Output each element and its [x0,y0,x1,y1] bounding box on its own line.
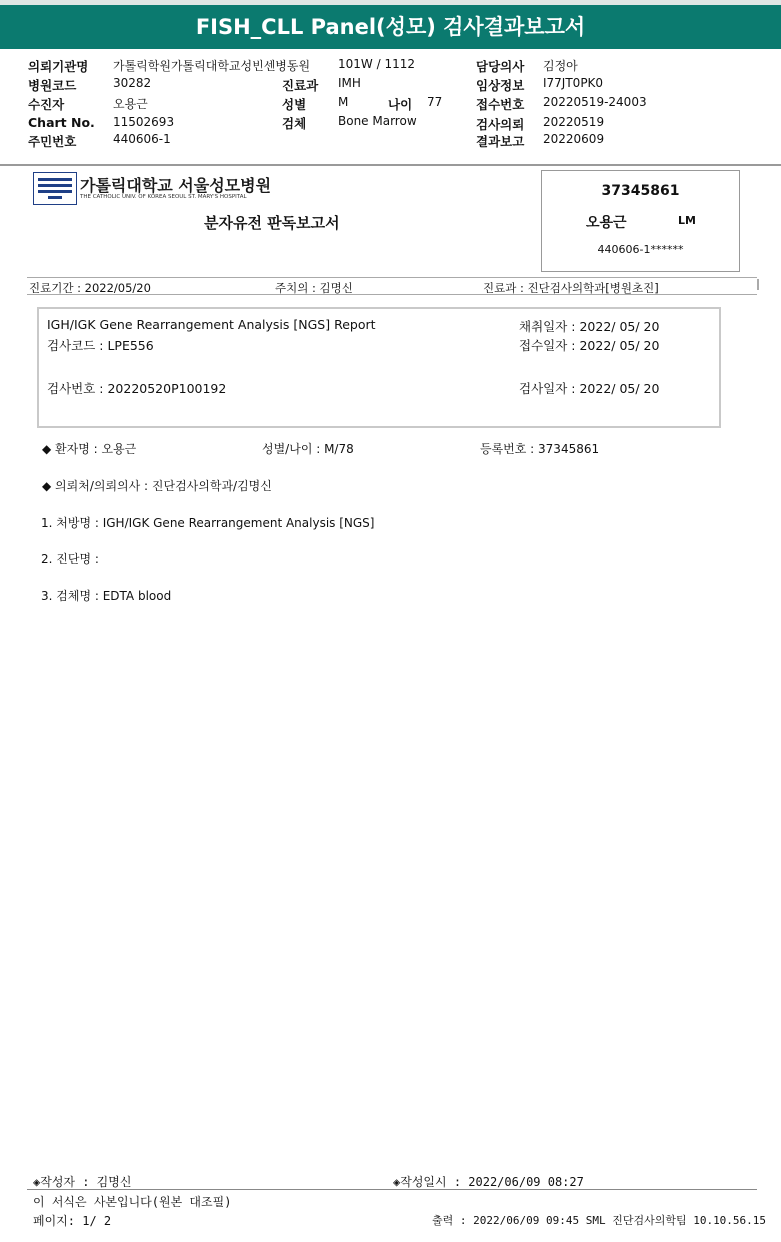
test-req-label: 검사의뢰 [476,117,525,132]
chart-value: 11502693 [113,115,175,129]
result-label: 결과보고 [476,134,525,149]
visit-line-end [757,279,759,290]
id-rrn: 440606-1****** [597,243,684,256]
visit-physician: 주치의 : 김명신 [275,281,353,295]
receipt-value: 20220519-24003 [543,95,647,109]
sex-label: 성별 [282,97,307,112]
id-code: LM [678,214,696,227]
requester-value: 가톨릭학원가톨릭대학교성빈센병동원 [113,59,311,73]
list-item: 2. 진단명 : [41,552,99,566]
page-title: FISH_CLL Panel(성모) 검사결과보고서 [0,5,781,49]
requester-label: 의뢰기관명 [28,59,89,74]
doctor-label: 담당의사 [476,59,525,74]
test-date: 검사일자 : 2022/ 05/ 20 [519,381,660,396]
footer-copy-note: 이 서식은 사본입니다(원본 대조필) [33,1195,232,1209]
list-item: 1. 처방명 : IGH/IGK Gene Rearrangement Analysis [NGS] [41,516,375,530]
id-number: 37345861 [601,183,680,199]
receipt-label: 접수번호 [476,97,525,112]
clinical-label: 임상정보 [476,78,525,93]
patient-sex-age: 성별/나이 : M/78 [262,442,354,456]
age-label: 나이 [388,97,413,112]
age-value: 77 [427,95,443,109]
footer-written-date: ◈작성일시 : 2022/06/09 08:27 [393,1175,584,1189]
result-value: 20220609 [543,132,605,146]
test-number: 검사번호 : 20220520P100192 [47,381,227,396]
collect-date: 채취일자 : 2022/ 05/ 20 [519,319,660,334]
test-req-value: 20220519 [543,115,605,129]
test-name: IGH/IGK Gene Rearrangement Analysis [NGS] Report [47,317,376,332]
footer-author: ◈작성자 : 김명신 [33,1175,132,1189]
ward-value: 101W / 1112 [338,57,415,71]
footer-separator [27,1189,757,1190]
chart-label: Chart No. [28,115,95,130]
doctor-value: 김정아 [543,59,578,73]
footer-printed: 출력 : 2022/06/09 09:45 SML 진단검사의학팀 10.10.56.15 [432,1214,767,1227]
patient-id-box [541,170,740,272]
specimen-label: 검체 [282,116,307,131]
rrn-value: 440606-1 [113,132,171,146]
visit-period: 진료기간 : 2022/05/20 [29,281,151,295]
specimen-value: Bone Marrow [338,114,417,128]
referrer-line: ◆ 의뢰처/의뢰의사 : 진단검사의학과/김명신 [42,479,272,493]
test-code: 검사코드 : LPE556 [47,338,154,353]
visit-dept: 진료과 : 진단검사의학과[병원초진] [483,281,659,295]
id-name: 오용근 [586,215,627,231]
dept-label: 진료과 [282,78,319,93]
visit-info-line [27,277,757,295]
sex-value: M [338,95,349,109]
patient-reg-no: 등록번호 : 37345861 [480,442,600,456]
clinical-value: I77JT0PK0 [543,76,604,90]
report-title: 분자유전 판독보고서 [204,214,340,232]
hosp-code-value: 30282 [113,76,152,90]
rrn-label: 주민번호 [28,134,77,149]
hospital-name-english: THE CATHOLIC UNIV. OF KOREA SEOUL ST. MARY'S HOSPITAL [80,194,247,200]
hospital-name: 가톨릭대학교 서울성모병원 [80,176,272,195]
footer-page: 페이지: 1/ 2 [33,1214,112,1228]
patient-name-line: ◆ 환자명 : 오용근 [42,442,137,456]
patient-label: 수진자 [28,97,65,112]
list-item: 3. 검체명 : EDTA blood [41,589,172,603]
dept-value: IMH [338,76,361,90]
header-separator [0,164,781,166]
receive-date: 접수일자 : 2022/ 05/ 20 [519,338,660,353]
hosp-code-label: 병원코드 [28,78,77,93]
patient-value: 오용근 [113,97,148,111]
test-info-box [37,307,721,428]
hospital-logo-icon [33,172,77,205]
